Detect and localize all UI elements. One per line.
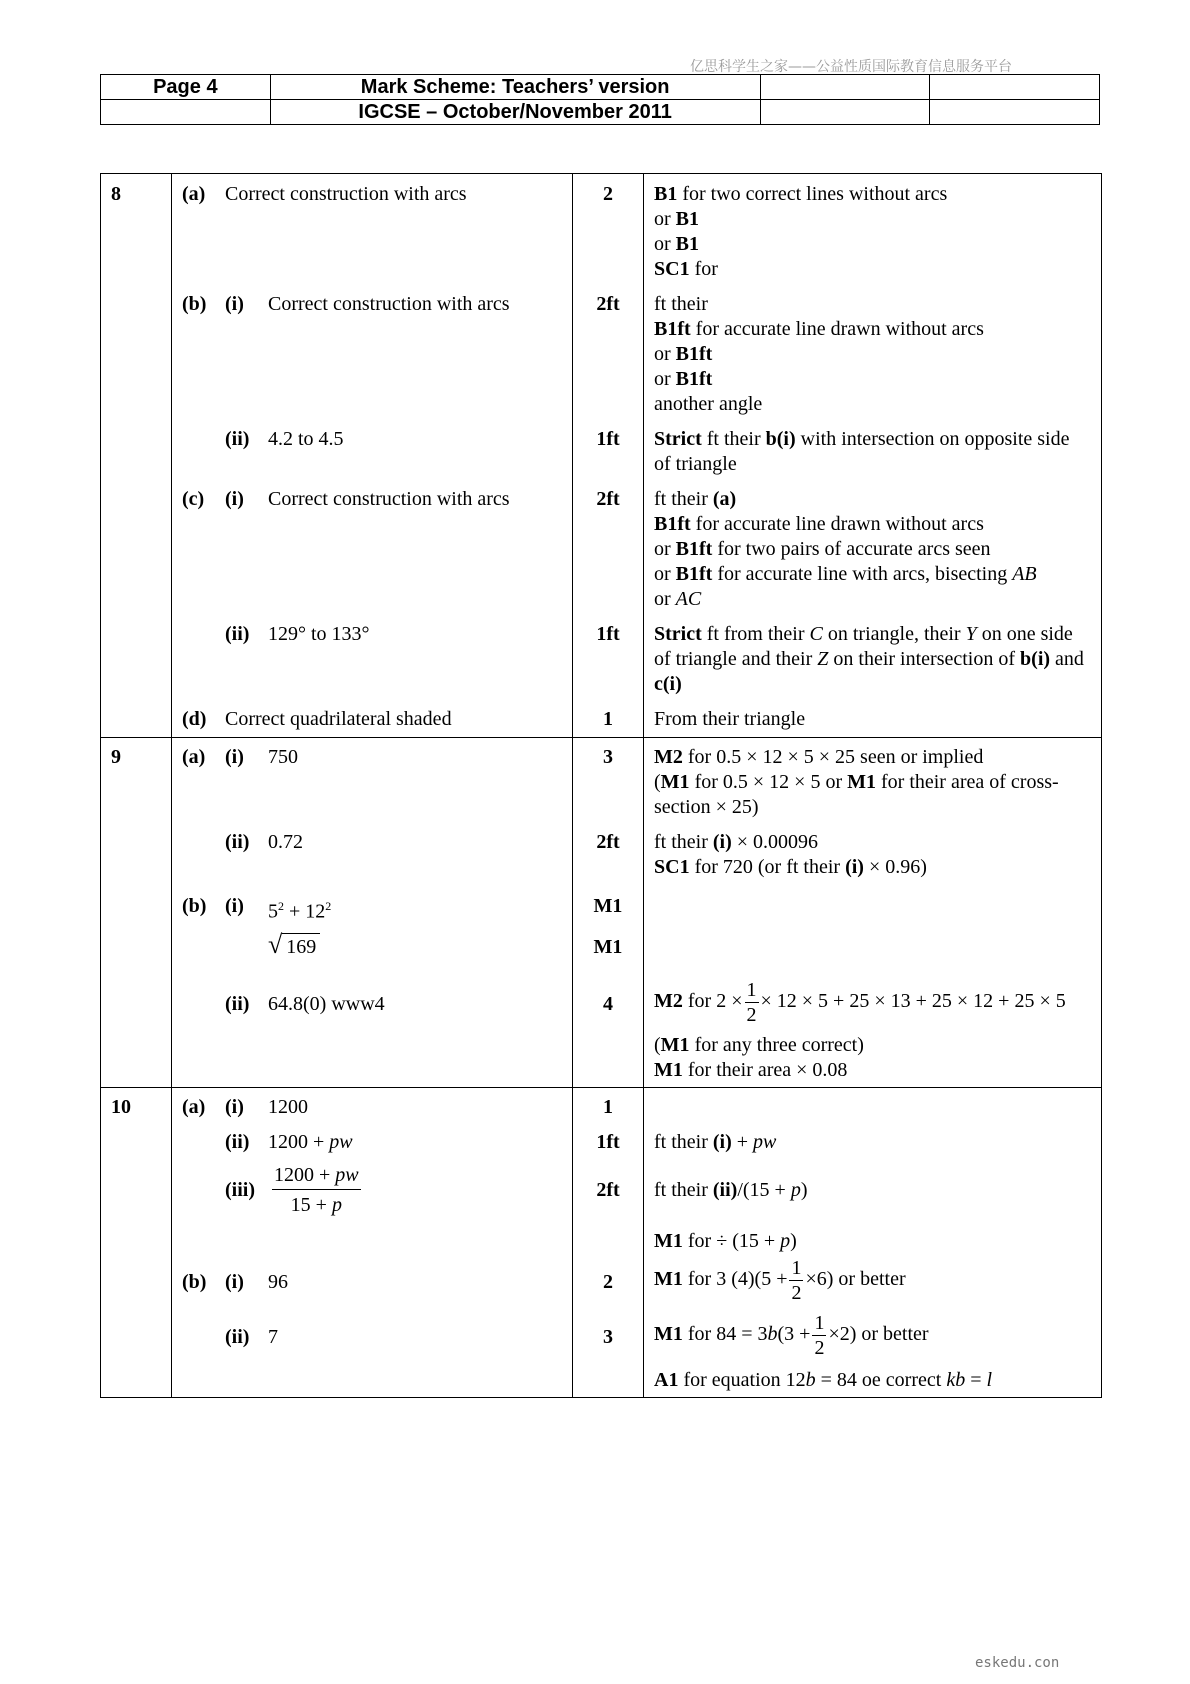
table-row (101, 925, 1102, 978)
mark-value: 3 (573, 738, 644, 831)
page-number: Page 4 (101, 75, 271, 100)
mark-value: 1 (573, 1087, 644, 1130)
document-subtitle: IGCSE – October/November 2011 (270, 100, 760, 125)
table-row (101, 292, 1102, 427)
table-row (101, 978, 1102, 1088)
answer-cell: (a) (i) 1200 (172, 1087, 573, 1130)
fraction: $\frac{1}{2}$ (791, 1256, 802, 1304)
document-title: Mark Scheme: Teachers’ version (270, 75, 760, 100)
square-root: √ 169 (268, 931, 320, 960)
answer-cell: (ii) 7 (172, 1311, 573, 1398)
mark-value: 2ft (573, 830, 644, 890)
table-row (101, 427, 1102, 487)
table-row (101, 707, 1102, 738)
table-row (101, 1161, 1102, 1254)
notes-cell: ft their (a) B1ft for accurate line drawn without arcs or B1ft for two pairs of accurate arcs seen or B1ft for accurate line with arcs, bisecting AB or AC (644, 487, 1102, 622)
mark-value: 3 (573, 1311, 644, 1398)
table-row (101, 830, 1102, 890)
mark-value: 2ft (573, 487, 644, 622)
answer-cell: (b) (i) $5^2 + 12^2$ (172, 890, 573, 925)
table-row (101, 1254, 1102, 1311)
mark-value: 4 (573, 978, 644, 1088)
answer-cell (172, 925, 573, 978)
table-row (101, 890, 1102, 925)
header-empty-cell (930, 75, 1100, 100)
table-row (101, 738, 1102, 831)
question-number: 8 (101, 174, 172, 293)
header-table (100, 74, 1100, 125)
answer-cell: (b) (i) Correct construction with arcs (172, 292, 573, 427)
mark-value: M1 (573, 890, 644, 925)
mark-value: 1 (573, 707, 644, 738)
header-empty-cell (760, 75, 930, 100)
answer-cell: (ii) 129° to 133° (172, 622, 573, 707)
answer-cell: (ii) 1200 + pw (172, 1130, 573, 1161)
notes-cell: M1 for 84 = 3b(3 + $\frac{1}{2}$ ×2) or better A1 for equation 12b = 84 oe correct kb = l (644, 1311, 1102, 1398)
notes-cell: From their triangle (644, 707, 1102, 738)
header-empty-cell (760, 100, 930, 125)
notes-cell: M1 for 3 (4)(5 + $\frac{1}{2}$ ×6) or better (644, 1254, 1102, 1311)
table-row (101, 622, 1102, 707)
question-number: 9 (101, 738, 172, 831)
table-row (101, 1311, 1102, 1398)
table-row (101, 174, 1102, 293)
answer-cell: (ii) 4.2 to 4.5 (172, 427, 573, 487)
watermark: 亿思科学生之家——公益性质国际教育信息服务平台 (690, 59, 1012, 75)
table-row (101, 1087, 1102, 1130)
notes-cell: Strict ft their b(i) with intersection on opposite side of triangle (644, 427, 1102, 487)
notes-cell: M2 for 0.5 × 12 × 5 × 25 seen or implied (M1 for 0.5 × 12 × 5 or M1 for their area of cross-section × 25) (644, 738, 1102, 831)
mark-value: M1 (573, 925, 644, 978)
table-row (101, 487, 1102, 622)
mark-value: 1ft (573, 622, 644, 707)
answer-cell: (ii) 0.72 (172, 830, 573, 890)
mark-value: 2ft (573, 1161, 644, 1254)
question-number: 10 (101, 1087, 172, 1130)
mark-value: 2ft (573, 292, 644, 427)
fraction: $\frac{1}{2}$ (746, 978, 757, 1026)
header-empty-cell (101, 100, 271, 125)
answer-cell: (a) (i) 750 (172, 738, 573, 831)
answer-cell: (iii) $\frac{1200 + pw}{15 + p}$ (172, 1161, 573, 1254)
notes-cell: B1 for two correct lines without arcs or B1 or B1 SC1 for (644, 174, 1102, 293)
mark-value: 2 (573, 1254, 644, 1311)
notes-cell: ft their (i) + pw (644, 1130, 1102, 1161)
part-label: (a) (182, 183, 206, 205)
mark-value: 1ft (573, 1130, 644, 1161)
answer-cell: (ii) 64.8(0) www4 (172, 978, 573, 1088)
answer-cell (172, 174, 573, 293)
notes-cell: ft their B1ft for accurate line drawn without arcs or B1ft or B1ft another angle (644, 292, 1102, 427)
header-empty-cell (930, 100, 1100, 125)
notes-cell: M2 for 2 × $\frac{1}{2}$ × 12 × 5 + 25 × 13 + 25 × 12 + 25 × 5 (M1 for any three correct) M1 for their area × 0.08 (644, 978, 1102, 1088)
mark-value: 2 (573, 174, 644, 293)
table-row (101, 1130, 1102, 1161)
mark-value: 1ft (573, 427, 644, 487)
answer-cell: (d) Correct quadrilateral shaded (172, 707, 573, 738)
answer-cell: (c) (i) Correct construction with arcs (172, 487, 573, 622)
fraction: $\frac{1200 + pw}{15 + p}$ (272, 1161, 361, 1220)
notes-cell: Strict ft from their C on triangle, their Y on one side of triangle and their Z on their intersection of b(i) and c(i) (644, 622, 1102, 707)
footer-site: eskedu.con (975, 1655, 1060, 1671)
answer-cell: (b) (i) 96 (172, 1254, 573, 1311)
notes-cell: ft their (ii)/(15 + p) M1 for ÷ (15 + p) (644, 1161, 1102, 1254)
fraction: $\frac{1}{2}$ (814, 1311, 825, 1359)
answer-text: Correct construction with arcs (225, 183, 467, 205)
mark-scheme-table (100, 173, 1102, 1398)
notes-cell: ft their (i) × 0.00096 SC1 for 720 (or ft their (i) × 0.96) (644, 830, 1102, 890)
